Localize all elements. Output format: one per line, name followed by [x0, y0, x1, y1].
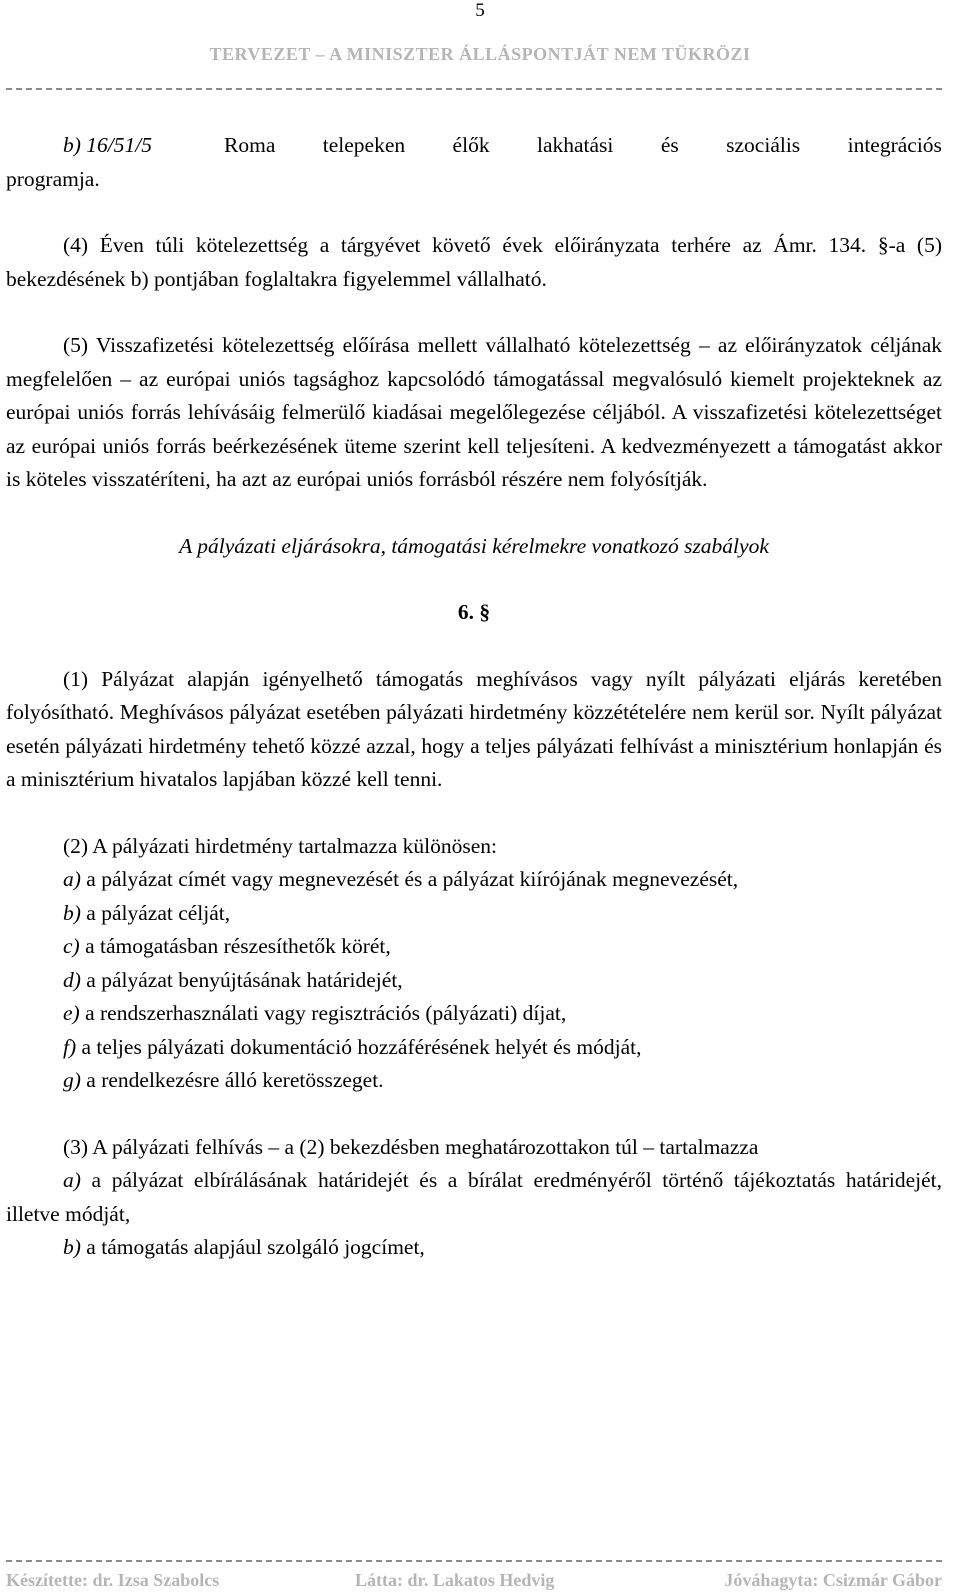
header-divider [6, 88, 942, 90]
list-item-letter: b) [63, 900, 81, 925]
list-item-letter: a) [63, 1168, 81, 1192]
footer-reviewed-by: Látta: dr. Lakatos Hedvig [355, 1570, 555, 1590]
list-item [6, 930, 942, 964]
list-item-letter: b) [63, 1235, 81, 1259]
list-item [6, 863, 942, 897]
page-number: 5 [475, 0, 485, 21]
list-item-text: a pályázat elbírálásának határidejét és a bírálat eredményéről történő tájékoztatás határidejét, illetve módját, [6, 1168, 942, 1226]
list-item-text: a pályázat benyújtásának határidejét, [80, 967, 403, 992]
list-item-letter: d) [63, 967, 81, 992]
list-item-letter: f) [63, 1034, 77, 1059]
list-item-letter: g) [63, 1068, 81, 1092]
item-b-word: integrációs [847, 133, 942, 157]
paragraph-5: (5) Visszafizetési kötelezettség előírása mellett vállalható kötelezettség – az előirányzatok céljának megfelelően – az európai uniós tagsághoz kapcsolódó támogatással megvalósuló kiemelt projekteknek az európai uniós forrás lehívásáig felmerülő kiadásai megelőlegezése céljából. A visszafizetési kötelezettséget az európai uniós forrás beérkezésének üteme szerint kell teljesíteni. A kedvezményezett a támogatást akkor is köteles visszatéríteni, ha azt az európai uniós forrásból részére nem folyósítják. [6, 333, 942, 491]
item-b-word: és [660, 133, 679, 157]
item-b-word: Roma [224, 133, 276, 157]
footer-approved-by: Jóváhagyta: Csizmár Gábor [724, 1570, 942, 1590]
list-item [6, 1064, 942, 1098]
list-item [6, 964, 942, 998]
section-6-paragraph-2-intro: (2) A pályázati hirdetmény tartalmazza különösen: [63, 833, 498, 858]
list-item-letter: e) [63, 1001, 80, 1025]
draft-notice-header: TERVEZET – A MINISZTER ÁLLÁSPONTJÁT NEM TÜKRÖZI [209, 44, 751, 64]
list-item-text: a rendelkezésre álló keretösszeget. [80, 1068, 384, 1092]
item-b-word: telepeken [322, 133, 406, 157]
item-b-continuation: programja. [6, 166, 100, 191]
list-item-letter: a) [63, 867, 81, 891]
list-item [6, 1231, 942, 1265]
paragraph-number: 6. § [457, 600, 491, 624]
footer-prepared-by: Készítette: dr. Izsa Szabolcs [6, 1570, 220, 1590]
list-item [6, 897, 942, 931]
item-b-text [224, 129, 942, 163]
footer [0, 1570, 960, 1593]
section-6-paragraph-1: (1) Pályázat alapján igényelhető támogatás meghívásos vagy nyílt pályázati eljárás keretében folyósítható. Meghívásos pályázat esetében pályázati hirdetmény közzétételére nem kerül sor. Nyílt pályázat esetén pályázati hirdetmény tehető közzé azzal, hogy a teljes pályázati felhívást a minisztérium honlapján és a minisztérium hivatalos lapjában közzé kell tenni. [6, 666, 942, 791]
list-item [6, 1164, 942, 1231]
document-body [6, 127, 942, 1265]
section-title: A pályázati eljárásokra, támogatási kérelmekre vonatkozó szabályok [179, 533, 769, 558]
item-b-word: élők [452, 133, 490, 157]
list-item-text: a támogatás alapjául szolgáló jogcímet, [80, 1235, 425, 1259]
list-item-text: a támogatásban részesíthetők körét, [79, 934, 391, 958]
list-item-letter: c) [63, 934, 80, 958]
item-b-word: szociális [726, 133, 801, 157]
list-item [6, 997, 942, 1031]
list-item-text: a pályázat célját, [80, 900, 231, 925]
list-item-text: a teljes pályázati dokumentáció hozzáférésének helyét és módját, [76, 1034, 642, 1059]
paragraph-4: (4) Éven túli kötelezettség a tárgyévet követő évek előirányzata terhére az Ámr. 134. §-a (5) bekezdésének b) pontjában foglaltakra figyelemmel vállalható. [6, 233, 942, 291]
section-6-paragraph-3-list [6, 1164, 942, 1265]
item-b-label: b) 16/51/5 [63, 133, 152, 157]
list-item-text: a pályázat címét vagy megnevezését és a pályázat kiírójának megnevezését, [80, 867, 739, 891]
footer-divider [6, 1560, 942, 1562]
item-b-row [6, 129, 942, 163]
list-item-text: a rendszerhasználati vagy regisztrációs (pályázati) díjat, [79, 1001, 567, 1025]
section-6-paragraph-2-list [6, 863, 942, 1098]
item-b-word: lakhatási [536, 133, 614, 157]
list-item [6, 1031, 942, 1065]
section-6-paragraph-3-intro: (3) A pályázati felhívás – a (2) bekezdésben meghatározottakon túl – tartalmazza [63, 1134, 759, 1159]
